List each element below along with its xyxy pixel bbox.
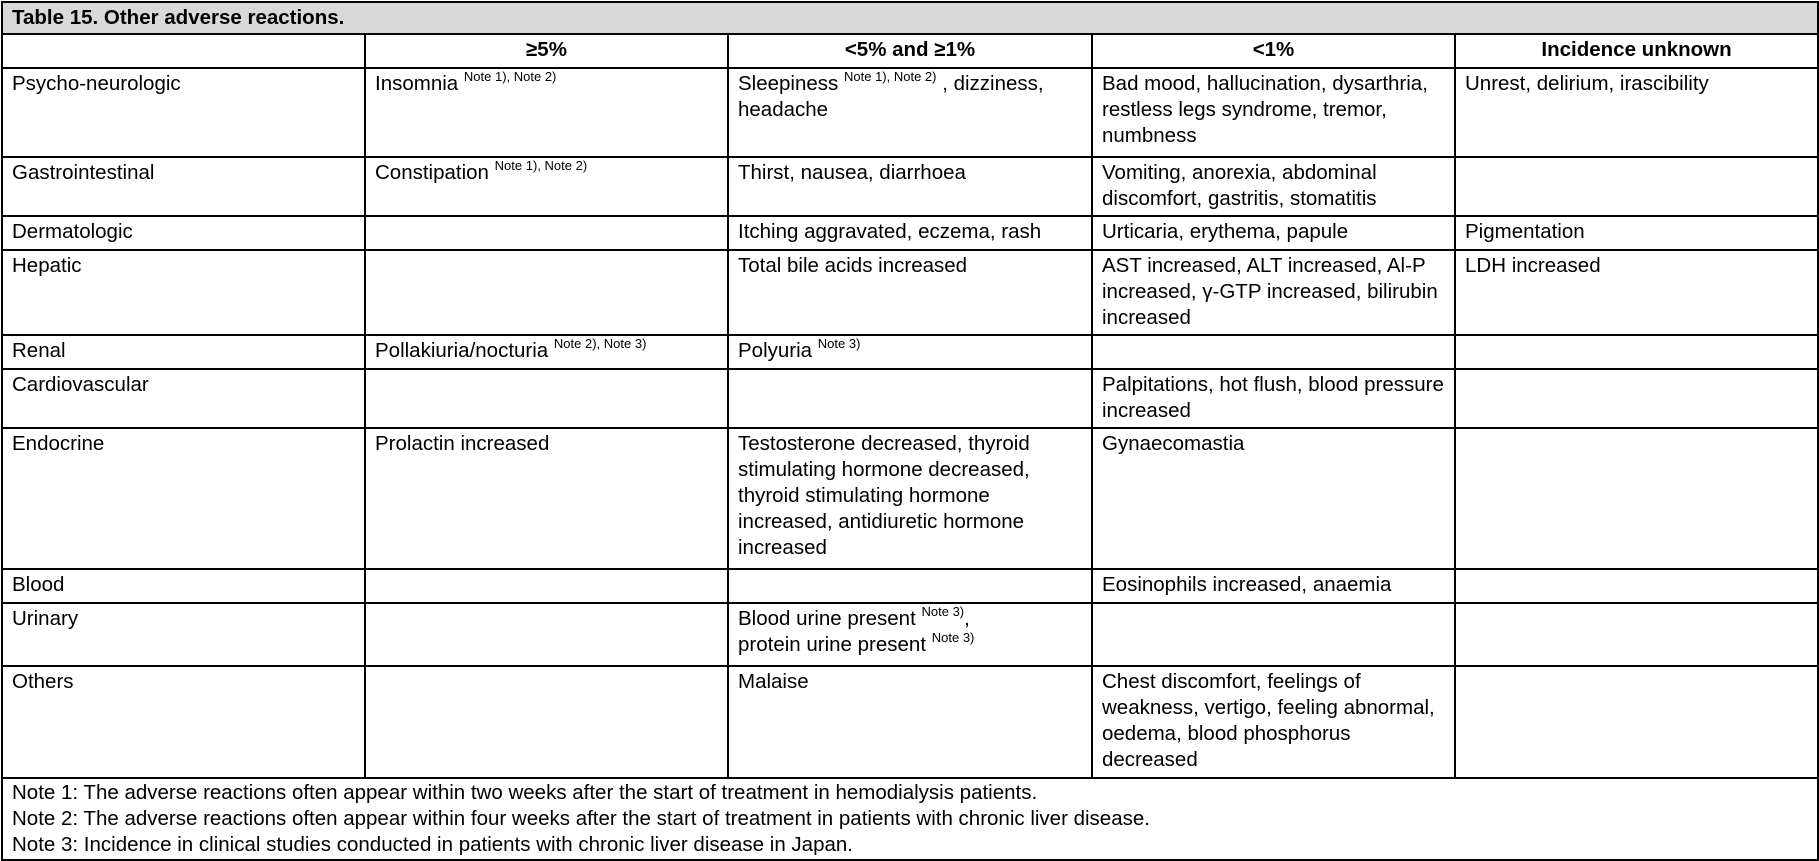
footnote-ref: Note 3) xyxy=(931,630,975,645)
lt1-cell: Bad mood, hallucination, dysarthria, restless legs syndrome, tremor, numbness xyxy=(1092,68,1455,157)
table-caption: Table 15. Other adverse reactions. xyxy=(2,2,1818,34)
category-cell: Endocrine xyxy=(2,428,365,569)
ge5-cell xyxy=(365,603,728,666)
footnote-1: Note 1: The adverse reactions often appear within two weeks after the start of treatment in hemodialysis patients. xyxy=(12,781,1038,804)
lt1-cell: Eosinophils increased, anaemia xyxy=(1092,569,1455,603)
category-cell: Hepatic xyxy=(2,250,365,335)
category-cell: Urinary xyxy=(2,603,365,666)
caption-row xyxy=(2,2,1818,34)
category-cell: Blood xyxy=(2,569,365,603)
lt5-cell xyxy=(728,68,1092,157)
unknown-cell: LDH increased xyxy=(1455,250,1818,335)
table-row xyxy=(2,666,1818,778)
ge5-cell xyxy=(365,157,728,216)
cell-text: Sleepiness xyxy=(738,72,839,95)
lt5-cell: Total bile acids increased xyxy=(728,250,1092,335)
table-notes xyxy=(2,778,1818,860)
lt5-cell: Malaise xyxy=(728,666,1092,778)
lt1-cell: AST increased, ALT increased, Al-P increased, γ-GTP increased, bilirubin increased xyxy=(1092,250,1455,335)
cell-text-tail: , dizziness, headache xyxy=(738,72,1044,121)
adverse-reactions-table-container xyxy=(1,1,1817,861)
cell-text: Constipation xyxy=(375,161,489,184)
unknown-cell: Pigmentation xyxy=(1455,216,1818,250)
cell-text-tail: , xyxy=(964,607,970,630)
category-cell: Renal xyxy=(2,335,365,369)
header-row xyxy=(2,34,1818,68)
category-cell: Cardiovascular xyxy=(2,369,365,428)
table-row xyxy=(2,68,1818,157)
table-row xyxy=(2,603,1818,666)
adverse-reactions-table xyxy=(1,1,1819,861)
cell-text: Pollakiuria/nocturia xyxy=(375,339,549,362)
category-cell: Dermatologic xyxy=(2,216,365,250)
footnote-ref: Note 1), Note 2) xyxy=(494,158,588,173)
unknown-cell: Unrest, delirium, irascibility xyxy=(1455,68,1818,157)
lt1-cell xyxy=(1092,335,1455,369)
lt5-cell xyxy=(728,335,1092,369)
category-cell: Psycho-neurologic xyxy=(2,68,365,157)
notes-row xyxy=(2,778,1818,860)
header-ge5: ≥5% xyxy=(365,34,728,68)
ge5-cell xyxy=(365,569,728,603)
ge5-cell: Prolactin increased xyxy=(365,428,728,569)
lt5-cell: Testosterone decreased, thyroid stimulating hormone decreased, thyroid stimulating hormone increased, antidiuretic hormone increased xyxy=(728,428,1092,569)
ge5-cell xyxy=(365,68,728,157)
table-row xyxy=(2,335,1818,369)
ge5-cell xyxy=(365,216,728,250)
category-cell: Gastrointestinal xyxy=(2,157,365,216)
unknown-cell xyxy=(1455,569,1818,603)
lt5-cell xyxy=(728,369,1092,428)
lt1-cell xyxy=(1092,603,1455,666)
lt5-cell: Itching aggravated, eczema, rash xyxy=(728,216,1092,250)
footnote-3: Note 3: Incidence in clinical studies conducted in patients with chronic liver disease in Japan. xyxy=(12,833,853,856)
header-lt5-ge1: <5% and ≥1% xyxy=(728,34,1092,68)
unknown-cell xyxy=(1455,369,1818,428)
table-row xyxy=(2,428,1818,569)
cell-text: Insomnia xyxy=(375,72,459,95)
lt1-cell: Vomiting, anorexia, abdominal discomfort, gastritis, stomatitis xyxy=(1092,157,1455,216)
unknown-cell xyxy=(1455,335,1818,369)
unknown-cell xyxy=(1455,666,1818,778)
header-unknown: Incidence unknown xyxy=(1455,34,1818,68)
lt5-cell xyxy=(728,603,1092,666)
lt5-cell xyxy=(728,569,1092,603)
footnote-ref: Note 3) xyxy=(921,604,965,619)
header-lt1: <1% xyxy=(1092,34,1455,68)
footnote-ref: Note 1), Note 2) xyxy=(463,69,557,84)
category-cell: Others xyxy=(2,666,365,778)
lt1-cell: Gynaecomastia xyxy=(1092,428,1455,569)
ge5-cell xyxy=(365,335,728,369)
table-row xyxy=(2,157,1818,216)
table-row xyxy=(2,250,1818,335)
cell-text: protein urine present xyxy=(738,633,927,656)
unknown-cell xyxy=(1455,157,1818,216)
lt1-cell: Urticaria, erythema, papule xyxy=(1092,216,1455,250)
footnote-ref: Note 3) xyxy=(817,336,861,351)
unknown-cell xyxy=(1455,428,1818,569)
cell-text: Blood urine present xyxy=(738,607,916,630)
ge5-cell xyxy=(365,250,728,335)
table-row xyxy=(2,216,1818,250)
cell-text: Polyuria xyxy=(738,339,813,362)
footnote-ref: Note 1), Note 2) xyxy=(844,69,937,84)
ge5-cell xyxy=(365,666,728,778)
header-category xyxy=(2,34,365,68)
lt1-cell: Palpitations, hot flush, blood pressure increased xyxy=(1092,369,1455,428)
ge5-cell xyxy=(365,369,728,428)
footnote-2: Note 2: The adverse reactions often appear within four weeks after the start of treatment in patients with chronic liver disease. xyxy=(12,807,1150,830)
unknown-cell xyxy=(1455,603,1818,666)
table-row xyxy=(2,569,1818,603)
lt1-cell: Chest discomfort, feelings of weakness, vertigo, feeling abnormal, oedema, blood phosphorus decreased xyxy=(1092,666,1455,778)
footnote-ref: Note 2), Note 3) xyxy=(553,336,647,351)
table-row xyxy=(2,369,1818,428)
lt5-cell: Thirst, nausea, diarrhoea xyxy=(728,157,1092,216)
